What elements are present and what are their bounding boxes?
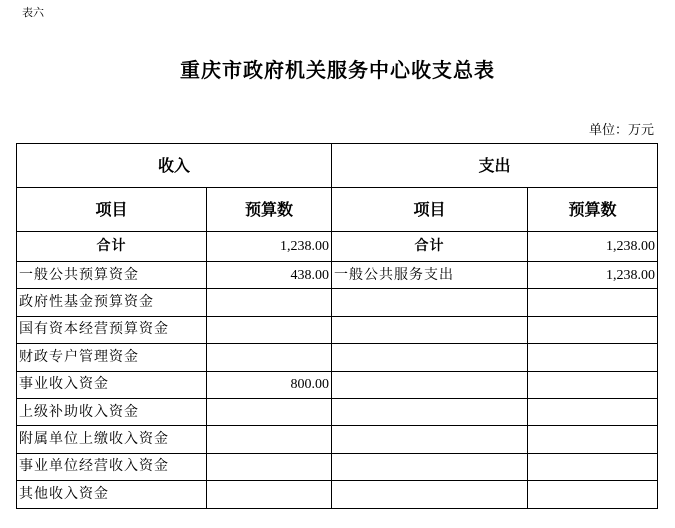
expenditure-total-label: 合计 [332,232,528,262]
expenditure-value [528,316,658,343]
income-item: 事业收入资金 [17,371,207,398]
expenditure-item [332,344,528,371]
expenditure-item [332,289,528,316]
expenditure-item [332,453,528,480]
income-value [207,398,332,425]
expenditure-value [528,344,658,371]
expenditure-item-header: 项目 [332,188,528,232]
table-label: 表六 [22,6,44,19]
income-item: 事业单位经营收入资金 [17,453,207,480]
income-value [207,426,332,453]
income-section-header: 收入 [17,144,332,188]
income-item: 附属单位上缴收入资金 [17,426,207,453]
income-item-header: 项目 [17,188,207,232]
expenditure-item [332,426,528,453]
income-budget-header: 预算数 [207,188,332,232]
table-row [17,344,658,371]
expenditure-budget-header: 预算数 [528,188,658,232]
income-item: 财政专户管理资金 [17,344,207,371]
expenditure-value [528,426,658,453]
table-row [17,481,658,508]
income-value: 438.00 [207,262,332,289]
income-value [207,481,332,508]
income-value [207,453,332,480]
income-item: 国有资本经营预算资金 [17,316,207,343]
expenditure-item [332,398,528,425]
expenditure-section-header: 支出 [332,144,658,188]
income-item: 其他收入资金 [17,481,207,508]
table-row [17,316,658,343]
expenditure-item [332,316,528,343]
table-row [17,289,658,316]
budget-table [16,143,658,509]
expenditure-value [528,289,658,316]
income-value [207,289,332,316]
income-total-label: 合计 [17,232,207,262]
page-title: 重庆市政府机关服务中心收支总表 [180,58,495,82]
income-item: 上级补助收入资金 [17,398,207,425]
income-item: 一般公共预算资金 [17,262,207,289]
income-item: 政府性基金预算资金 [17,289,207,316]
table-row [17,371,658,398]
unit-note: 单位：万元 [588,123,654,138]
expenditure-value [528,398,658,425]
expenditure-item [332,481,528,508]
total-row [17,232,658,262]
header-row-sections [17,144,658,188]
expenditure-value [528,371,658,398]
expenditure-item [332,371,528,398]
income-total-value: 1,238.00 [207,232,332,262]
expenditure-total-value: 1,238.00 [528,232,658,262]
table-row [17,398,658,425]
expenditure-value [528,453,658,480]
table-row [17,453,658,480]
expenditure-item: 一般公共服务支出 [332,262,528,289]
header-row-columns [17,188,658,232]
income-value [207,344,332,371]
income-value [207,316,332,343]
table-row [17,426,658,453]
income-value: 800.00 [207,371,332,398]
table-row [17,262,658,289]
expenditure-value: 1,238.00 [528,262,658,289]
expenditure-value [528,481,658,508]
